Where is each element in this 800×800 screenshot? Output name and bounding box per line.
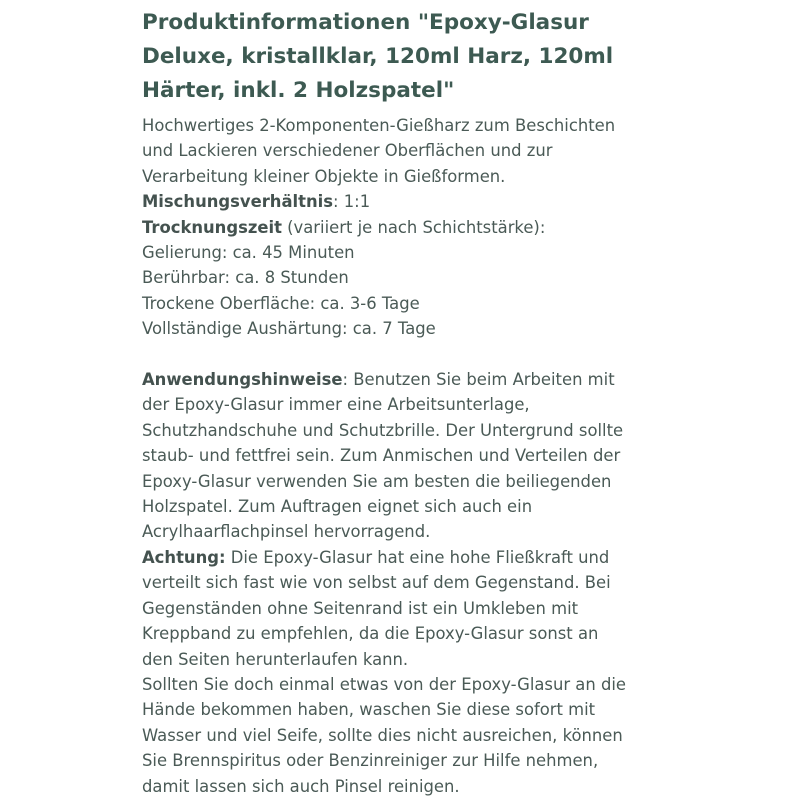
usage-text: : Benutzen Sie beim Arbeiten mit <box>342 370 615 390</box>
usage-first-line <box>142 367 662 392</box>
mixing-ratio-label: Mischungsverhältnis <box>142 192 334 212</box>
intro-line: und Lackieren verschiedener Oberflächen und zur <box>142 141 553 161</box>
usage-label: Anwendungshinweise <box>142 370 343 390</box>
title-line: Härter, inkl. 2 Holzspatel" <box>142 78 455 103</box>
intro-paragraph <box>142 113 662 189</box>
drying-time-item: Trockene Oberfläche: ca. 3-6 Tage <box>142 293 420 313</box>
warning-line: Wasser und viel Seife, sollte dies nicht ausreichen, können <box>142 725 623 745</box>
drying-time-item: Vollständige Aushärtung: ca. 7 Tage <box>142 319 436 339</box>
title-line: Produktinformationen "Epoxy-Glasur <box>142 10 589 35</box>
warning-notes <box>142 545 662 799</box>
warning-line: Gegenständen ohne Seitenrand ist ein Umkleben mit <box>142 598 579 618</box>
warning-line: Sollten Sie doch einmal etwas von der Epoxy-Glasur an die <box>142 674 626 694</box>
intro-line: Verarbeitung kleiner Objekte in Gießformen. <box>142 166 506 186</box>
warning-line: Hände bekommen haben, waschen Sie diese sofort mit <box>142 700 596 720</box>
warning-line: verteilt sich fast wie von selbst auf dem Gegenstand. Bei <box>142 573 611 593</box>
mixing-ratio-value: : 1:1 <box>333 192 371 212</box>
paragraph-spacer <box>142 342 662 367</box>
drying-time-item: Berührbar: ca. 8 Stunden <box>142 268 349 288</box>
warning-line: damit lassen sich auch Pinsel reinigen. <box>142 776 460 796</box>
warning-line: den Seiten herunterlaufen kann. <box>142 649 409 669</box>
usage-line: Holzspatel. Zum Auftragen eignet sich auch ein <box>142 497 533 517</box>
usage-line: Schutzhandschuhe und Schutzbrille. Der Untergrund sollte <box>142 420 624 440</box>
usage-notes <box>142 367 662 545</box>
mixing-ratio <box>142 189 662 214</box>
product-info <box>142 6 662 799</box>
usage-line: Epoxy-Glasur verwenden Sie am besten die beiliegenden <box>142 471 612 491</box>
drying-time-item: Gelierung: ca. 45 Minuten <box>142 243 355 263</box>
drying-time-note: (variiert je nach Schichtstärke): <box>281 217 546 237</box>
page-title <box>142 6 662 108</box>
drying-time-list <box>142 240 662 342</box>
intro-line: Hochwertiges 2-Komponenten-Gießharz zum Beschichten <box>142 116 616 135</box>
drying-time-heading <box>142 215 662 240</box>
warning-first-line <box>142 545 662 570</box>
warning-line: Sie Brennspiritus oder Benzinreiniger zur Hilfe nehmen, <box>142 751 599 771</box>
usage-line: staub- und fettfrei sein. Zum Anmischen und Verteilen der <box>142 446 621 466</box>
title-line: Deluxe, kristallklar, 120ml Harz, 120ml <box>142 44 614 69</box>
warning-label: Achtung: <box>142 547 226 567</box>
usage-line: der Epoxy-Glasur immer eine Arbeitsunterlage, <box>142 395 530 415</box>
warning-text: Die Epoxy-Glasur hat eine hohe Fließkraft und <box>225 547 610 567</box>
drying-time-label: Trocknungszeit <box>142 217 282 237</box>
warning-line: Kreppband zu empfehlen, da die Epoxy-Glasur sonst an <box>142 624 599 644</box>
usage-line: Acrylhaarflachpinsel hervorragend. <box>142 522 431 542</box>
